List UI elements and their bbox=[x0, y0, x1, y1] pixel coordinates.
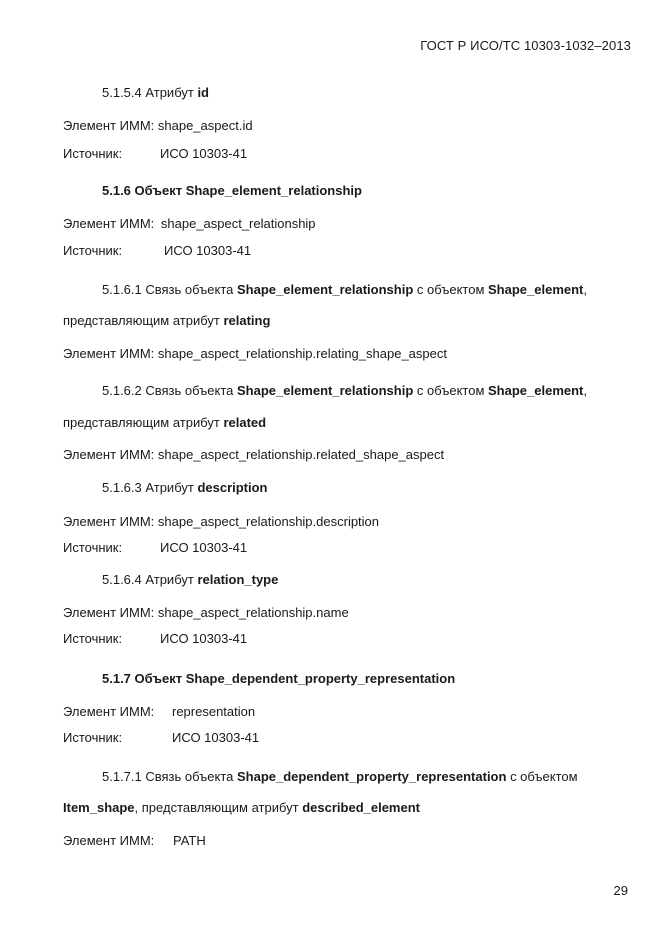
text: с объектом bbox=[413, 383, 489, 398]
text: 5.1.6.2 Связь объекта bbox=[102, 383, 237, 398]
imm-value: shape_aspect_relationship bbox=[160, 216, 316, 231]
imm-value: PATH bbox=[173, 833, 206, 848]
text: , bbox=[583, 383, 588, 398]
text: представляющим атрибут bbox=[63, 415, 224, 430]
imm-element-line bbox=[63, 216, 316, 232]
imm-label: Элемент ИММ: bbox=[63, 118, 158, 133]
entity-name: Item_shape bbox=[63, 800, 135, 815]
section-5-1-6-4 bbox=[102, 572, 278, 588]
source-label: Источник: bbox=[63, 243, 123, 258]
imm-element-line bbox=[63, 118, 253, 134]
source-label: Источник: bbox=[63, 146, 123, 161]
source-label: Источник: bbox=[63, 540, 123, 555]
text: , представляющим атрибут bbox=[134, 800, 303, 815]
imm-label: Элемент ИММ: bbox=[63, 346, 158, 361]
source-line bbox=[63, 730, 259, 746]
imm-value: representation bbox=[172, 704, 256, 719]
imm-label: Элемент ИММ: bbox=[63, 605, 158, 620]
imm-element-line bbox=[63, 605, 349, 621]
text: с объектом bbox=[413, 282, 489, 297]
imm-value: shape_aspect.id bbox=[157, 118, 253, 133]
page-number: 29 bbox=[613, 883, 628, 898]
imm-element-line bbox=[63, 833, 206, 849]
attribute-name: id bbox=[197, 85, 209, 100]
attribute-name: related bbox=[223, 415, 267, 430]
text: с объектом bbox=[506, 769, 578, 784]
imm-value: shape_aspect_relationship.relating_shape_aspect bbox=[157, 346, 447, 361]
text: , bbox=[583, 282, 588, 297]
text: 5.1.7.1 Связь объекта bbox=[102, 769, 237, 784]
entity-name: Shape_element_relationship bbox=[236, 282, 414, 297]
imm-value: shape_aspect_relationship.related_shape_aspect bbox=[157, 447, 445, 462]
imm-label: Элемент ИММ: bbox=[63, 704, 155, 719]
imm-label: Элемент ИММ: bbox=[63, 514, 158, 529]
section-5-1-6-1 bbox=[102, 282, 587, 298]
imm-value: shape_aspect_relationship.description bbox=[157, 514, 380, 529]
source-label: Источник: bbox=[63, 730, 123, 745]
source-value: ИСО 10303-41 bbox=[164, 243, 252, 258]
entity-name: Shape_element bbox=[488, 282, 584, 297]
attribute-name: relation_type bbox=[197, 572, 279, 587]
source-value: ИСО 10303-41 bbox=[160, 540, 248, 555]
imm-label: Элемент ИММ: bbox=[63, 447, 158, 462]
source-label: Источник: bbox=[63, 631, 123, 646]
attribute-name: description bbox=[197, 480, 268, 495]
section-5-1-7-1-cont bbox=[63, 800, 420, 816]
source-line bbox=[63, 146, 247, 162]
imm-label: Элемент ИММ: bbox=[63, 833, 155, 848]
attribute-name: relating bbox=[223, 313, 271, 328]
source-value: ИСО 10303-41 bbox=[172, 730, 260, 745]
section-5-1-6-2-cont bbox=[63, 415, 266, 431]
imm-element-line bbox=[63, 346, 447, 362]
section-5-1-6-heading: 5.1.6 Объект Shape_element_relationship bbox=[102, 183, 362, 198]
section-5-1-6-2 bbox=[102, 383, 587, 399]
text: 5.1.6.1 Связь объекта bbox=[102, 282, 237, 297]
section-5-1-6-1-cont bbox=[63, 313, 270, 329]
entity-name: Shape_element_relationship bbox=[236, 383, 414, 398]
entity-name: Shape_dependent_property_representation bbox=[236, 769, 507, 784]
document-header: ГОСТ Р ИСО/ТС 10303-1032–2013 bbox=[420, 38, 631, 53]
source-line bbox=[63, 540, 247, 556]
imm-element-line bbox=[63, 514, 379, 530]
section-number: 5.1.6.3 Атрибут bbox=[102, 480, 198, 495]
imm-label: Элемент ИММ: bbox=[63, 216, 158, 231]
section-number: 5.1.6.4 Атрибут bbox=[102, 572, 198, 587]
imm-element-line bbox=[63, 447, 444, 463]
imm-element-line bbox=[63, 704, 255, 720]
imm-value: shape_aspect_relationship.name bbox=[157, 605, 349, 620]
section-5-1-7-heading: 5.1.7 Объект Shape_dependent_property_representation bbox=[102, 671, 456, 686]
text: представляющим атрибут bbox=[63, 313, 224, 328]
source-line bbox=[63, 243, 251, 259]
attribute-name: described_element bbox=[302, 800, 420, 815]
section-5-1-5-4 bbox=[102, 85, 209, 101]
source-value: ИСО 10303-41 bbox=[160, 146, 248, 161]
source-line bbox=[63, 631, 247, 647]
entity-name: Shape_element bbox=[488, 383, 584, 398]
source-value: ИСО 10303-41 bbox=[160, 631, 248, 646]
section-number: 5.1.5.4 Атрибут bbox=[102, 85, 198, 100]
section-5-1-6-3 bbox=[102, 480, 268, 496]
section-5-1-7-1 bbox=[102, 769, 578, 785]
